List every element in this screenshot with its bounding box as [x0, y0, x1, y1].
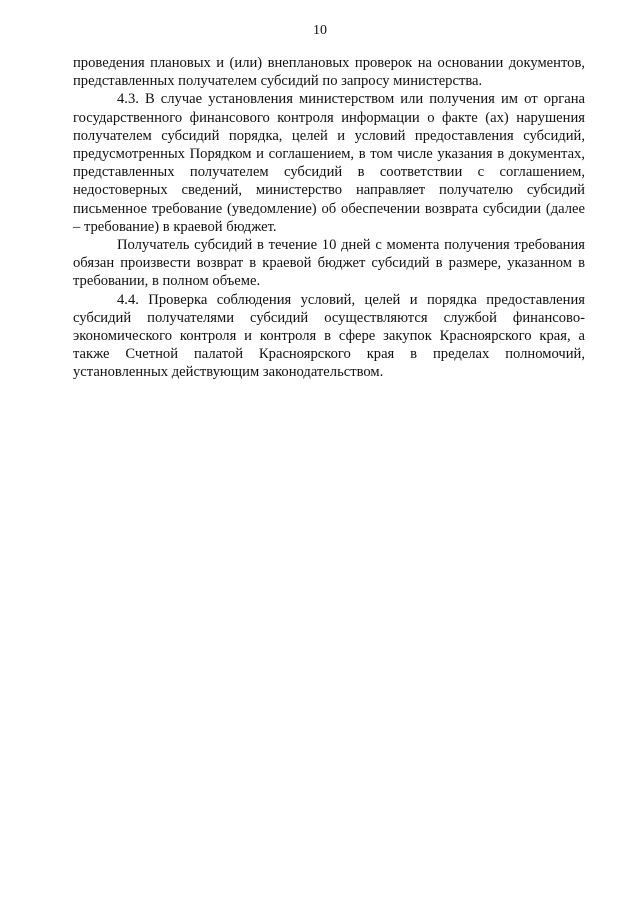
paragraph-refund-obligation: Получатель субсидий в течение 10 дней с момента получения требования обязан произвести возврат в краевой бюджет субсидий в размере, указанном в требовании, в полном объеме. — [73, 237, 585, 290]
document-body — [73, 54, 585, 382]
paragraph-continuation: проведения плановых и (или) внеплановых проверок на основании документов, представленных получателем субсидий по запросу министерства. — [73, 55, 585, 90]
page-number: 10 — [313, 23, 327, 38]
paragraph-4-3: 4.3. В случае установления министерством или получения им от органа государственного финансового контроля информации о факте (ах) нарушения получателем субсидий порядка, целей и условий предоставления субсидий, предусмотренных Порядком и соглашением, в том числе указания в документах, представленных получателем субсидий в соответствии с соглашением, недостоверных сведений, министерство направляет получателю субсидий письменное требование (уведомление) об обеспечении возврата субсидии (далее – требование) в краевой бюджет. — [73, 91, 585, 235]
paragraph-4-4: 4.4. Проверка соблюдения условий, целей и порядка предоставления субсидий получателями субсидий осуществляются службой финансово-экономического контроля и контроля в сфере закупок Красноярского края, а также Счетной палатой Красноярского края в пределах полномочий, установленных действующим законодательством. — [73, 291, 585, 381]
